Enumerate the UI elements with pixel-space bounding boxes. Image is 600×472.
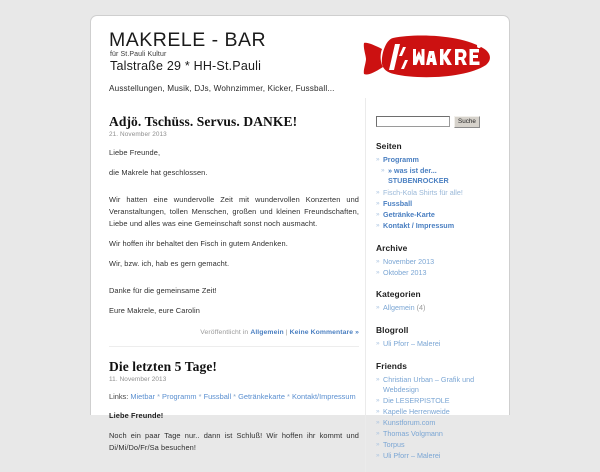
- widget-pages: [376, 141, 499, 232]
- categories-list: [376, 303, 499, 314]
- friend-link[interactable]: Uli Pforr – Malerei: [383, 450, 441, 460]
- category-count: (4): [416, 303, 426, 313]
- post-entry: [109, 359, 359, 454]
- search-input[interactable]: [376, 116, 450, 127]
- archive-list: [376, 257, 499, 279]
- friend-link[interactable]: Torpus: [383, 439, 405, 449]
- post-links-line: [109, 392, 359, 401]
- post-entry: [109, 114, 359, 336]
- widget-blogroll: [376, 325, 499, 350]
- link-separator: *: [198, 391, 202, 401]
- friend-link[interactable]: Die LESERPISTOLE: [383, 396, 450, 406]
- widget-title: Kategorien: [376, 289, 421, 300]
- main-content: [91, 98, 359, 462]
- friend-link[interactable]: Thomas Volgmann: [383, 428, 443, 438]
- widget-title: Seiten: [376, 140, 402, 151]
- page-link[interactable]: Fussball: [383, 198, 413, 208]
- link-separator: *: [287, 391, 290, 401]
- post-link-mietbar[interactable]: Mietbar: [130, 391, 156, 401]
- post-meta: [109, 329, 359, 336]
- post-paragraph: Liebe Freunde,: [109, 148, 161, 157]
- friend-link[interactable]: Christian Urban – Grafik und Webdesign: [383, 374, 475, 395]
- blogroll-link[interactable]: Uli Pforr – Malerei: [383, 339, 441, 349]
- blogroll-item[interactable]: [376, 339, 499, 350]
- category-item[interactable]: [376, 303, 499, 314]
- sidebar-item-fussball[interactable]: [376, 199, 499, 210]
- site-title[interactable]: MAKRELE - BAR: [109, 29, 267, 51]
- link-separator: *: [233, 391, 237, 401]
- post-divider: [109, 346, 359, 347]
- post-paragraph: Wir hoffen ihr behaltet den Fisch in gutem Andenken.: [109, 238, 288, 248]
- post-paragraph: Eure Makrele, eure Carolin: [109, 305, 200, 315]
- search-button[interactable]: Suche: [454, 116, 480, 128]
- friend-item[interactable]: [376, 418, 499, 428]
- post-paragraph: Wir hatten eine wundervolle Zeit mit wundervollen Konzerten und Veranstaltungen, tollen Menschen, großen und kleinen Freundschaften, Liebe und alles was eine Gemeinschaft sonst noch ausmacht.: [109, 194, 359, 228]
- page-link[interactable]: Programm: [383, 154, 419, 164]
- widget-categories: [376, 289, 499, 314]
- friends-list: [376, 375, 499, 462]
- archive-link[interactable]: Oktober 2013: [383, 267, 427, 277]
- friend-link[interactable]: Kunstforum.com: [383, 418, 436, 428]
- archive-item[interactable]: [376, 268, 499, 279]
- blogroll-list: [376, 339, 499, 350]
- post-meta-divider: |: [285, 328, 288, 336]
- page-link[interactable]: Getränke-Karte: [383, 209, 435, 219]
- site-address: Talstraße 29 * HH-St.Pauli: [110, 59, 262, 74]
- friend-item[interactable]: [376, 375, 499, 396]
- post-title[interactable]: Die letzten 5 Tage!: [109, 358, 218, 374]
- widget-archive: [376, 243, 499, 279]
- friend-item[interactable]: [376, 451, 499, 461]
- site-description: Ausstellungen, Musik, DJs, Wohnzimmer, Kicker, Fussball...: [109, 84, 335, 94]
- archive-item[interactable]: [376, 257, 499, 268]
- post-title[interactable]: Adjö. Tschüss. Servus. DANKE!: [109, 114, 298, 129]
- post-paragraph: die Makrele hat geschlossen.: [109, 167, 208, 177]
- page-columns: [91, 98, 509, 472]
- friend-item[interactable]: [376, 440, 499, 450]
- pages-list: [376, 155, 499, 232]
- widget-title: Blogroll: [376, 325, 409, 336]
- post-link-fussball[interactable]: Fussball: [203, 391, 232, 401]
- post-paragraph: Danke für die gemeinsame Zeit!: [109, 285, 217, 295]
- sidebar-item-stubenrocker[interactable]: [376, 166, 499, 187]
- makrele-fish-logo[interactable]: [363, 34, 493, 80]
- post-meta-prefix: Veröffentlicht in: [200, 328, 249, 336]
- widget-friends: [376, 361, 499, 462]
- post-greeting: Liebe Freunde!: [109, 410, 164, 420]
- link-separator: *: [157, 391, 160, 401]
- widget-title: Friends: [376, 360, 407, 371]
- category-link[interactable]: Allgemein: [383, 303, 415, 313]
- site-header: [91, 16, 509, 98]
- post-category-link[interactable]: Allgemein: [250, 328, 284, 336]
- sidebar-item-programm[interactable]: [376, 155, 499, 166]
- sidebar-item-kontakt[interactable]: [376, 221, 499, 232]
- page-link[interactable]: Kontakt / Impressum: [383, 220, 455, 230]
- site-subtitle: für St.Pauli Kultur: [110, 51, 167, 59]
- post-link-kontakt[interactable]: Kontakt/Impressum: [291, 391, 356, 401]
- sidebar-item-fischkola[interactable]: [376, 188, 499, 199]
- post-date: 21. November 2013: [109, 131, 167, 138]
- page-link[interactable]: » was ist der... STUBENROCKER: [388, 165, 449, 186]
- friend-item[interactable]: [376, 407, 499, 417]
- sidebar: [365, 98, 499, 472]
- post-link-programm[interactable]: Programm: [162, 391, 197, 401]
- post-link-getraenkekarte[interactable]: Getränkekarte: [238, 391, 285, 401]
- page-container: [90, 15, 510, 460]
- post-comments-link[interactable]: Keine Kommentare »: [289, 328, 359, 336]
- post-paragraph: Wir, bzw. ich, hab es gern gemacht.: [109, 258, 230, 268]
- links-label: Links:: [109, 391, 129, 401]
- page-link[interactable]: Fisch-Kola Shirts für alle!: [383, 187, 463, 197]
- sidebar-item-getraenkekarte[interactable]: [376, 210, 499, 221]
- archive-link[interactable]: November 2013: [383, 256, 435, 266]
- search-form: [376, 116, 499, 128]
- friend-link[interactable]: Kapelle Herrenweide: [383, 407, 450, 417]
- friend-item[interactable]: [376, 396, 499, 406]
- widget-title: Archive: [376, 242, 408, 253]
- post-date: 11. November 2013: [109, 375, 167, 383]
- post-paragraph: Noch ein paar Tage nur.. dann ist Schluß! Wir hoffen ihr kommt und Di/Mi/Do/Fr/Sa besuchen!: [109, 430, 359, 452]
- friend-item[interactable]: [376, 429, 499, 439]
